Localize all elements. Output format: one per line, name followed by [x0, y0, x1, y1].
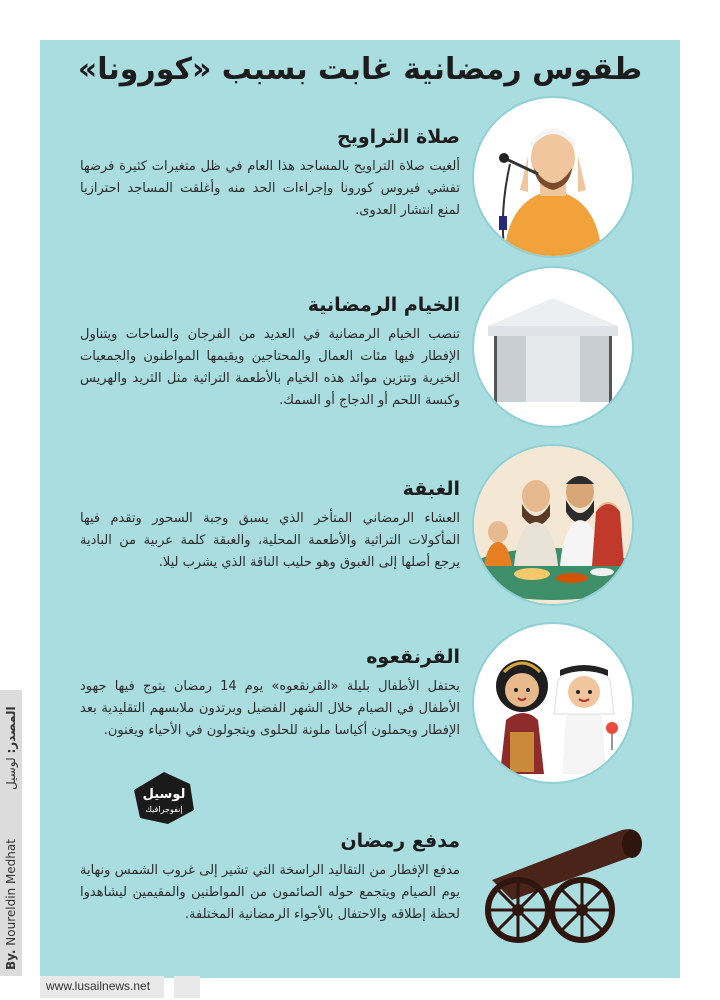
- page-title: طقوس رمضانية غابت بسبب «كورونا»: [77, 52, 643, 87]
- cannon-icon: [472, 800, 648, 950]
- children-costume-icon: [474, 624, 632, 782]
- source-label: المصدر:: [4, 706, 18, 754]
- tent-icon: [474, 268, 632, 426]
- lusail-logo: [132, 770, 196, 826]
- logo-text: لوسيل: [142, 787, 186, 802]
- section-ramadan-cannon: [80, 830, 460, 926]
- section-heading: الخيام الرمضانية: [307, 294, 460, 316]
- source-credit: [4, 706, 18, 790]
- website-link[interactable]: www.lusailnews.net: [46, 979, 151, 993]
- section-body: مدفع الإفطار من التقاليد الراسخة التي تشير إلى غروب الشمس ونهاية يوم الصيام ويتجمع حوله الصائمون من المواطنين والمقيمين ليشاهدوا لحظة إطلاقه والاحتفال بالأجواء الرمضانية المختلفة.: [80, 863, 460, 922]
- author-by: By.: [4, 949, 18, 970]
- author-name: Noureldin Medhat: [4, 839, 18, 946]
- section-ghabqa: [80, 478, 460, 574]
- imam-praying-icon: [474, 98, 632, 256]
- logo-subtext: إنفوجرافيك: [145, 805, 183, 814]
- section-heading: القرنقعوه: [366, 646, 460, 668]
- source-value: لوسيل: [4, 757, 18, 790]
- section-heading: الغبقة: [402, 478, 460, 500]
- section-heading: صلاة التراويح: [337, 126, 460, 148]
- section-garangao: [80, 646, 460, 742]
- section-body: تنصب الخيام الرمضانية في العديد من الفرجان والساحات ويتناول الإفطار فيها مئات العمال والمحتاجين ويقيمها المواطنون والجمعيات الخيرية وتتزين موائد هذه الخيام بالأطعمة التراثية مثل الثريد والهريس وكبسة اللحم أو الدجاج أو السمك.: [80, 327, 460, 408]
- family-meal-icon: [474, 446, 632, 604]
- footer-website: [40, 976, 164, 998]
- footer-block: [174, 976, 200, 998]
- section-body: العشاء الرمضاني المتأخر الذي يسبق وجبة السحور وتقدم فيها المأكولات التراثية والأطعمة المحلية، والغبقة كلمة عربية من البادية يرجع أصلها إلى الغبوق وهو حليب الناقة الذي يشرب ليلا.: [80, 511, 460, 570]
- section-body: يحتفل الأطفال بليلة «القرنقعوه» يوم 14 رمضان يتوج فيها جهود الأطفال في الصيام خلال الشهر الفضيل ويرتدون ملابسهم التقليدية بعد الإفطار ويحملون أكياسا ملونة للحلوى ويتجولون في الأحياء ويغنون.: [80, 679, 460, 738]
- section-taraweeh: [80, 126, 460, 222]
- section-ramadan-tents: [80, 294, 460, 412]
- author-credit: [4, 839, 18, 970]
- section-body: ألغيت صلاة التراويح بالمساجد هذا العام في ظل متغيرات كثيرة فرضها تفشي فيروس كورونا وإجراءات الحد منه وأغلقت المساجد احترازيا لمنع انتشار العدوى.: [80, 159, 460, 218]
- section-heading: مدفع رمضان: [340, 830, 460, 852]
